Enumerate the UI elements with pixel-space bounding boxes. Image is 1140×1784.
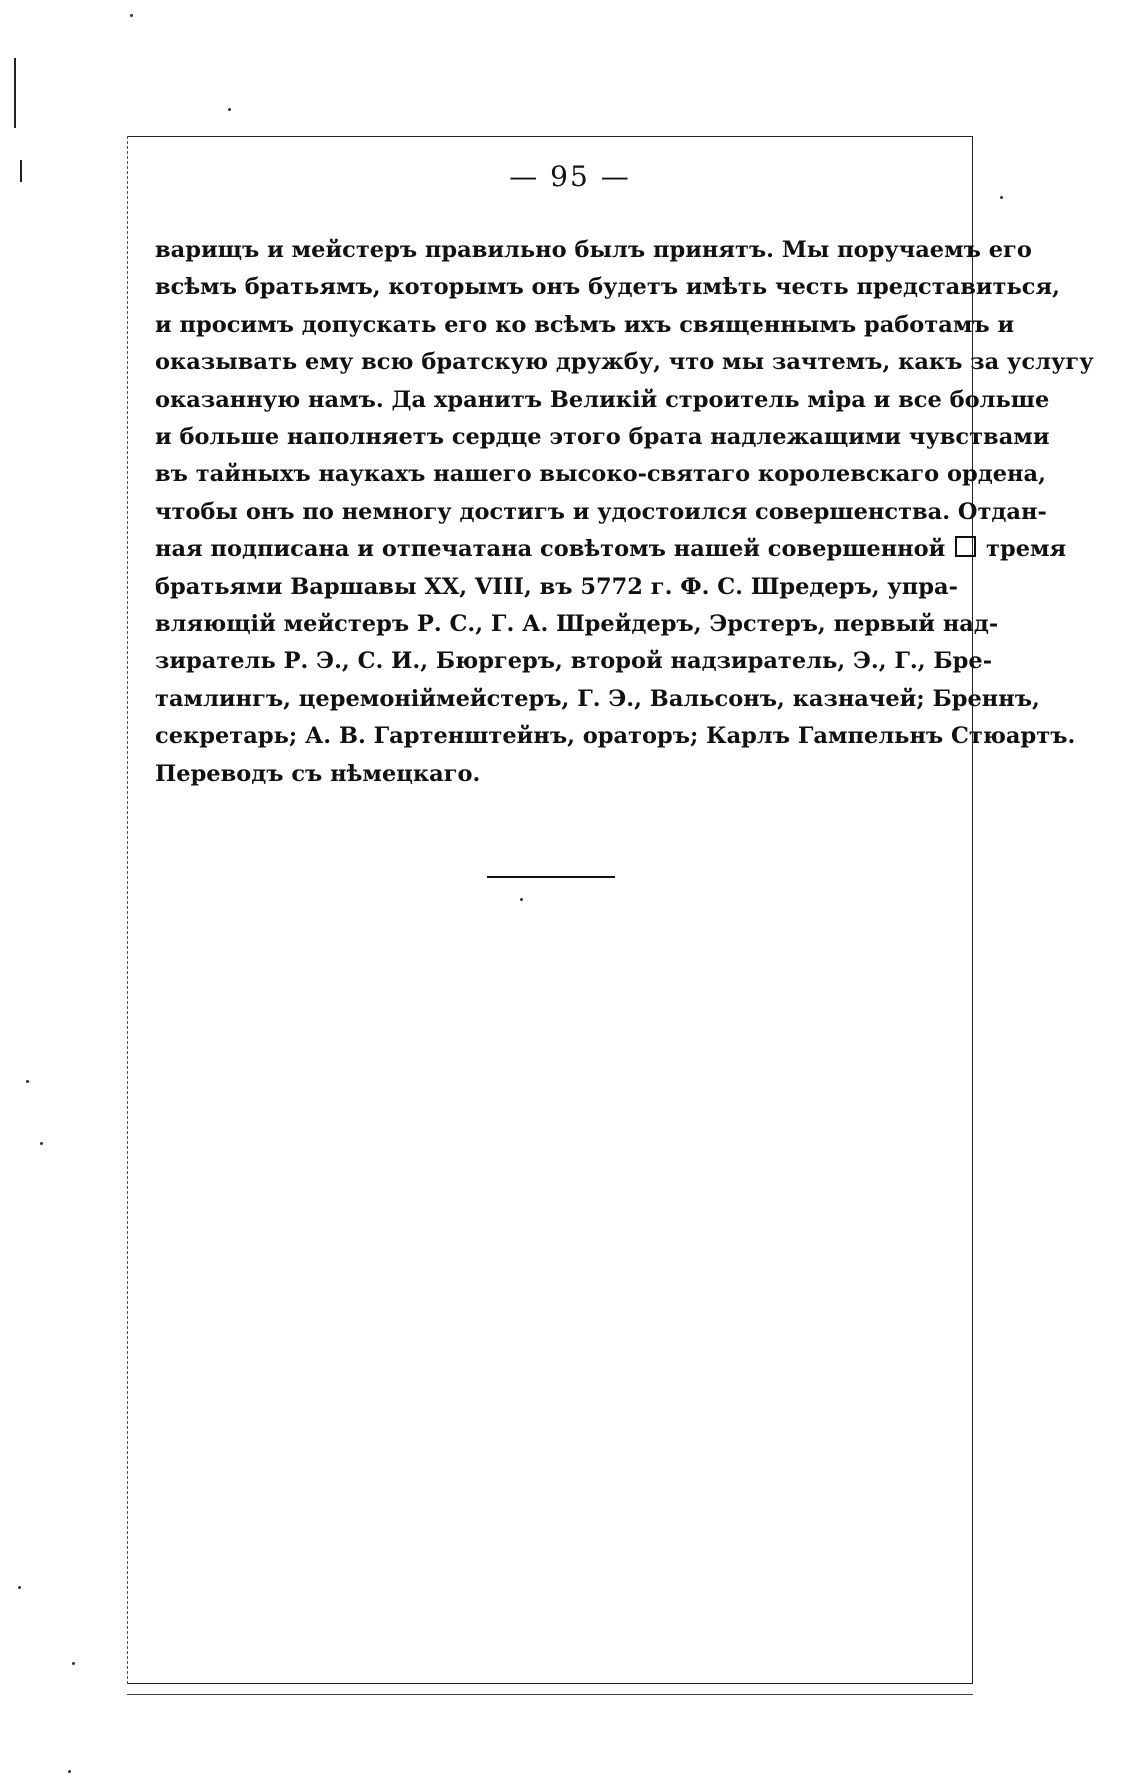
text-line-segment: тремя [986,536,1067,563]
text-line: зиратель Р. Э., С. И., Бюргеръ, второй надзиратель, Э., Г., Бре- [155,648,993,675]
scan-speck [130,14,133,17]
scan-speck [68,1770,71,1773]
text-line: и просимъ допускать его ко всѣмъ ихъ священнымъ работамъ и [155,311,1015,338]
text-line: вляющій мейстеръ Р. С., Г. А. Шрейдеръ, Эрстеръ, первый над- [155,611,999,638]
page-number: — 95 — [509,160,631,193]
body-text [155,232,1094,793]
text-line [155,531,1067,568]
text-line: оказанную намъ. Да хранитъ Великій строитель міра и все больше [155,386,1050,413]
scan-speck [1000,196,1003,199]
frame-bottom-rule [127,1694,973,1695]
text-line: чтобы онъ по немногу достигъ и удостоился совершенства. Отдан- [155,498,1047,525]
text-line: секретарь; А. В. Гартенштейнъ, ораторъ; Карлъ Гампельнъ Стюартъ. [155,723,1076,750]
text-line: братьями Варшавы XX, VIII, въ 5772 г. Ф. С. Шредеръ, упра- [155,573,958,600]
scan-speck [72,1662,75,1665]
end-rule [487,876,615,878]
text-line: въ тайныхъ наукахъ нашего высоко-святаго королевскаго ордена, [155,461,1046,488]
scan-speck [18,1586,21,1589]
text-line: Переводъ съ нѣмецкаго. [155,760,481,787]
text-line: оказывать ему всю братскую дружбу, что мы зачтемъ, какъ за услугу [155,349,1094,376]
text-line: всѣмъ братьямъ, которымъ онъ будетъ имѣть честь представиться, [155,274,1060,301]
scan-speck [26,1080,29,1083]
lodge-square-symbol [955,536,976,557]
scan-speck [40,1142,43,1145]
scan-edge-mark [14,58,16,128]
text-line-segment: ная подписана и отпечатана совѣтомъ нашей совершенной [155,536,946,563]
text-line: и больше наполняетъ сердце этого брата надлежащими чувствами [155,424,1050,451]
scan-speck [228,108,231,111]
text-line: тамлингъ, церемоніймейстеръ, Г. Э., Вальсонъ, казначей; Бреннъ, [155,685,1040,712]
text-line: варищъ и мейстеръ правильно былъ принятъ. Мы поручаемъ его [155,237,1032,263]
